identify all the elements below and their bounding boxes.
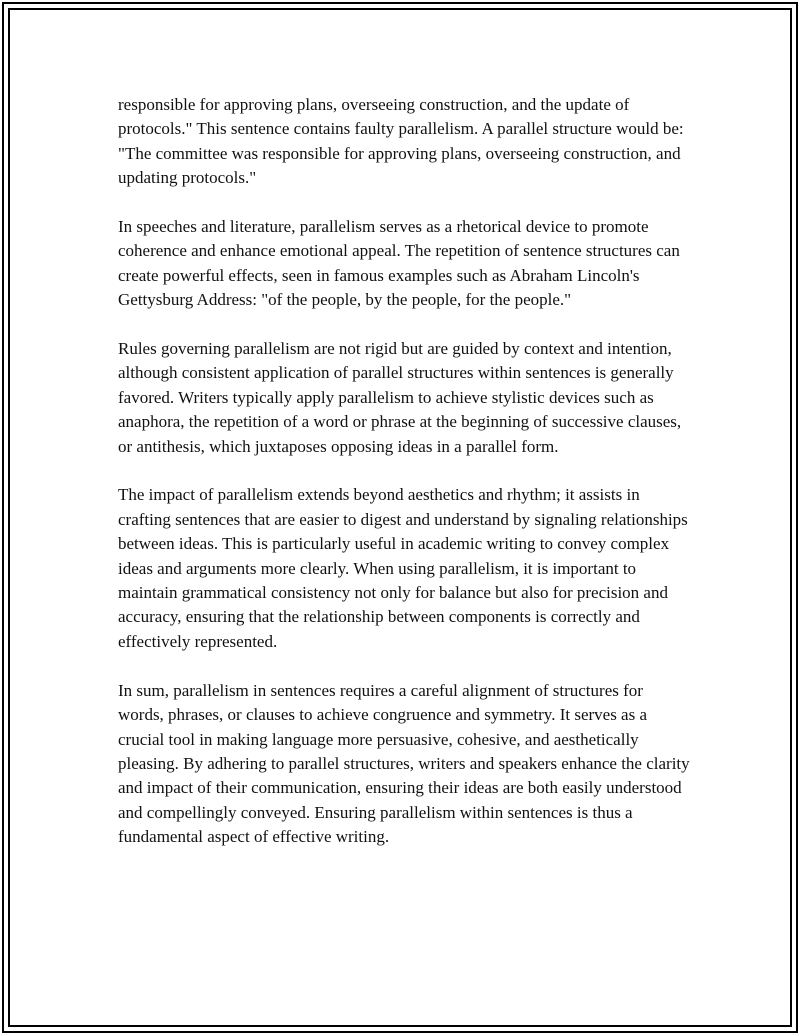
paragraph-impact: The impact of parallelism extends beyond aesthetics and rhythm; it assists in crafting sentences that are easier to digest and understand by signaling relationships between ideas. This is particularly useful in academic writing to convey complex ideas and arguments more clearly. When using parallelism, it is important to maintain grammatical consistency not only for balance but also for precision and accuracy, ensuring that the relationship between components is correctly and effectively represented.	[118, 485, 688, 651]
paragraph-rules-governing: Rules governing parallelism are not rigid but are guided by context and intention, although consistent application of parallel structures within sentences is generally favored. Writers typically apply parallelism to achieve stylistic devices such as anaphora, the repetition of a word or phrase at the beginning of successive clauses, or antithesis, which juxtaposes opposing ideas in a parallel form.	[118, 339, 682, 456]
paragraph-faulty-parallelism-example: responsible for approving plans, overseeing construction, and the update of protocols." This sentence contains faulty parallelism. A parallel structure would be: "The committee was responsible for approving plans, overseeing construction, and updating protocols."	[118, 95, 684, 188]
document-body	[118, 93, 690, 874]
paragraph-summary: In sum, parallelism in sentences requires a careful alignment of structures for words, phrases, or clauses to achieve congruence and symmetry. It serves as a crucial tool in making language more persuasive, cohesive, and aesthetically pleasing. By adhering to parallel structures, writers and speakers enhance the clarity and impact of their communication, ensuring their ideas are both easily understood and compellingly conveyed. Ensuring parallelism within sentences is thus a fundamental aspect of effective writing.	[118, 680, 690, 847]
paragraph-rhetorical-device: In speeches and literature, parallelism serves as a rhetorical device to promote coherence and enhance emotional appeal. The repetition of sentence structures can create powerful effects, seen in famous examples such as Abraham Lincoln's Gettysburg Address: "of the people, by the people, for the people."	[118, 217, 680, 310]
